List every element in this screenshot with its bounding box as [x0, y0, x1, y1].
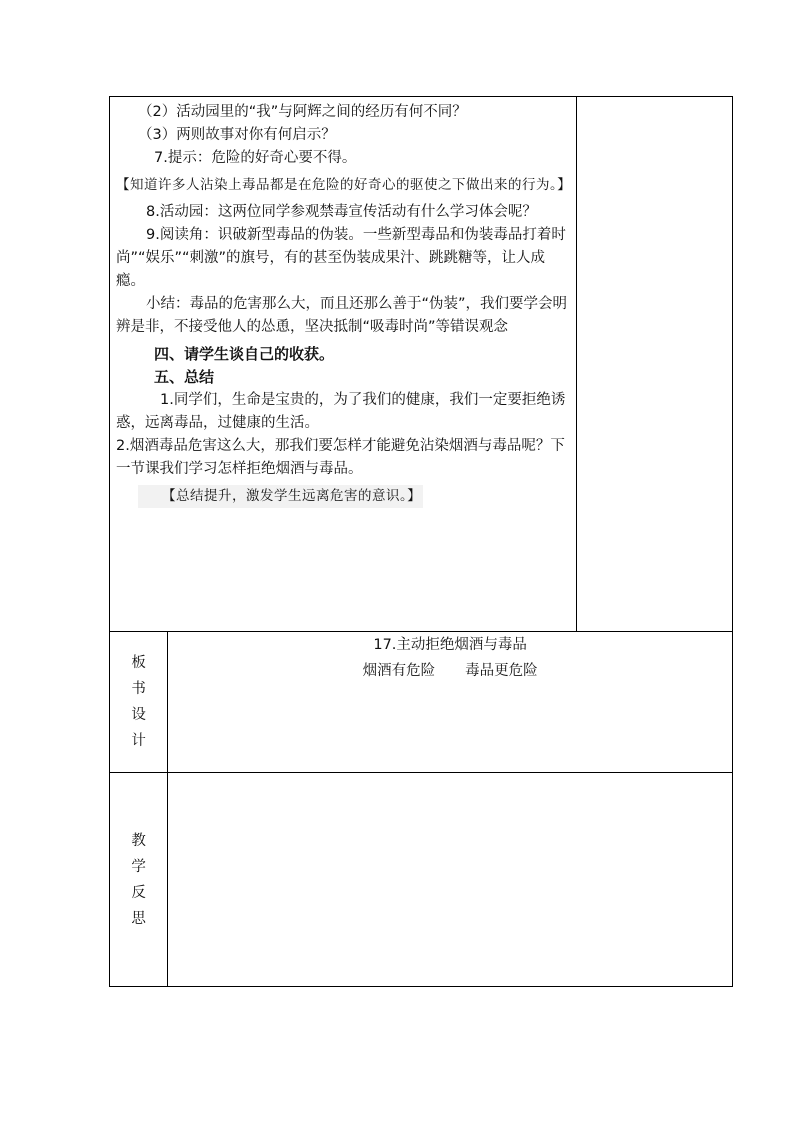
design-note-1: 【知道许多人沾染上毒品都是在危险的好奇心的驱使之下做出来的行为。】: [116, 177, 572, 193]
conclusion-1: 1.同学们，生命是宝贵的，为了我们的健康，我们一定要拒绝诱惑，远离毒品，过健康的生活。: [116, 392, 566, 431]
board-design-content: [168, 632, 733, 773]
board-point-2: 毒品更危险: [465, 663, 538, 679]
board-point-1: 烟酒有危险: [362, 663, 436, 679]
teaching-reflection-row: [110, 773, 733, 987]
question-3: （3）两则故事对你有何启示？: [138, 127, 336, 143]
summary-paragraph: 小结：毒品的危害那么大，而且还那么善于“伪装”，我们要学会明辨是非，不接受他人的怂恿，坚决抵制“吸毒时尚”等错误观念: [116, 296, 568, 335]
margin-notes-cell: [577, 97, 733, 632]
question-2: （2）活动园里的“我”与阿辉之间的经历有何不同？: [138, 104, 467, 120]
teaching-content: [110, 97, 576, 508]
step-9-reading: 9.阅读角：识破新型毒品的伪装。一些新型毒品和伪装毒品打着时尚”“娱乐”“刺激”的旗号，有的甚至伪装成果汁、跳跳糖等，让人成瘾。: [116, 227, 566, 289]
teaching-content-cell: [110, 97, 577, 632]
teaching-reflection-label: 教 学 反 思: [110, 773, 168, 987]
board-title: 17.主动拒绝烟酒与毒品: [373, 637, 527, 653]
design-note-2: 【总结提升，激发学生远离危害的意识。】: [138, 485, 423, 508]
section-4-heading: 四、请学生谈自己的收获。: [154, 345, 335, 363]
board-design-row: [110, 632, 733, 773]
step-8-activity: 8.活动园：这两位同学参观禁毒宣传活动有什么学习体会呢？: [146, 204, 537, 220]
teaching-reflection-content: [168, 773, 733, 987]
lesson-plan-table: [109, 96, 733, 987]
section-5-heading: 五、总结: [154, 368, 215, 386]
teaching-process-row: [110, 97, 733, 632]
board-design-label: 板 书 设 计: [110, 632, 168, 773]
conclusion-2: 2.烟酒毒品危害这么大，那我们要怎样才能避免沾染烟酒与毒品呢？下一节课我们学习怎样拒绝烟酒与毒品。: [116, 438, 565, 477]
step-7-hint: 7.提示：危险的好奇心要不得。: [154, 150, 357, 166]
